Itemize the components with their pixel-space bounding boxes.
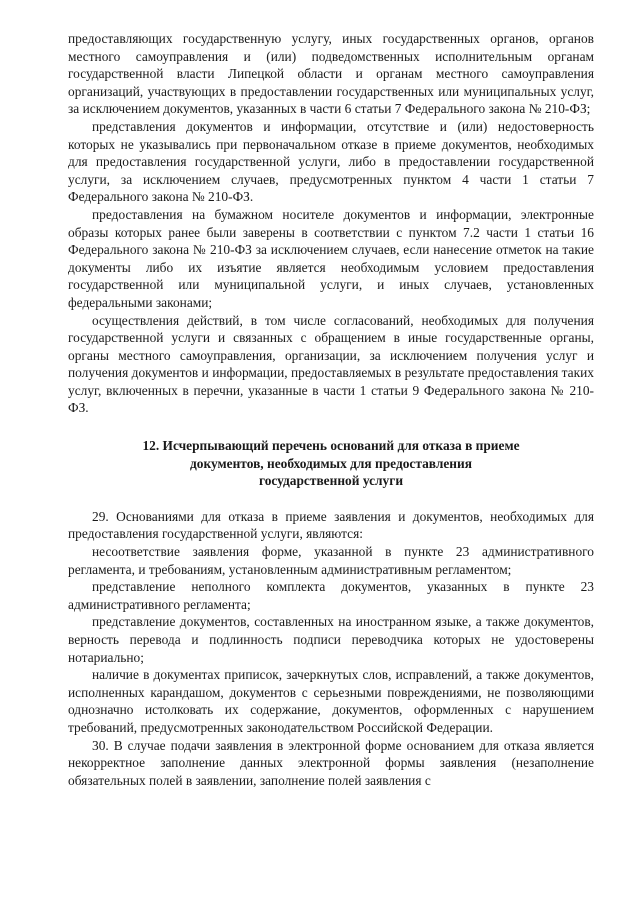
section-heading-line: документов, необходимых для предоставления bbox=[190, 455, 472, 471]
paragraph: предоставляющих государственную услугу, иных государственных органов, органов местного самоуправления и (или) подведомственных исполнительным органам государственной власти Липецкой области и органам местного самоуправления организаций, участвующих в предоставлении государственных или муниципальных услуг, за исключением документов, указанных в части 6 статьи 7 Федерального закона № 210-ФЗ; bbox=[68, 31, 594, 117]
paragraph: предоставления на бумажном носителе документов и информации, электронные образы которых ранее были заверены в соответствии с пунктом 7.2 части 1 статьи 16 Федерального закона № 210-ФЗ за исключением случаев, если нанесение отметок на такие документы либо их изъятие является необходимым условием предоставления государственной или муниципальной услуги, и иных случаев, установленных федеральными законами; bbox=[68, 206, 594, 310]
section-heading bbox=[68, 437, 594, 490]
paragraph: представления документов и информации, отсутствие и (или) недостоверность которых не указывались при первоначальном отказе в приеме документов, необходимых для предоставления государственной услуги, либо в предоставлении государственной услуги, за исключением случаев, предусмотренных пунктом 4 части 1 статьи 7 Федерального закона № 210-ФЗ. bbox=[68, 118, 594, 205]
document-page bbox=[68, 30, 594, 789]
paragraph: осуществления действий, в том числе согласований, необходимых для получения государственной услуги и связанных с обращением в иные государственные органы, органы местного самоуправления, организации, за исключением получения услуг и получения документов и информации, предоставляемых в результате предоставления таких услуг, включенных в перечни, указанные в части 1 статьи 9 Федерального закона № 210-ФЗ. bbox=[68, 312, 594, 416]
paragraph: несоответствие заявления форме, указанной в пункте 23 административного регламента, и требованиям, установленным административным регламентом; bbox=[68, 544, 594, 577]
paragraph: 30. В случае подачи заявления в электронной форме основанием для отказа является некорректное заполнение данных электронной формы заявления (незаполнение обязательных полей в заявлении, заполнение полей заявления с bbox=[68, 737, 594, 788]
paragraph: наличие в документах приписок, зачеркнутых слов, исправлений, а также документов, исполненных карандашом, документов с серьезными повреждениями, не позволяющими однозначно истолковать их содержание, документов, оформленных с нарушением требований, предусмотренных законодательством Российской Федерации. bbox=[68, 667, 594, 735]
section-heading-line: 12. Исчерпывающий перечень оснований для отказа в приеме bbox=[142, 438, 520, 454]
paragraph: представление документов, составленных на иностранном языке, а также документов, верность перевода и подлинность подписи переводчика которых не удостоверены нотариально; bbox=[68, 614, 594, 665]
paragraph: 29. Основаниями для отказа в приеме заявления и документов, необходимых для предоставления государственной услуги, являются: bbox=[68, 508, 594, 542]
paragraph: представление неполного комплекта документов, указанных в пункте 23 административного регламента; bbox=[68, 579, 594, 612]
section-heading-line: государственной услуги bbox=[258, 473, 404, 489]
